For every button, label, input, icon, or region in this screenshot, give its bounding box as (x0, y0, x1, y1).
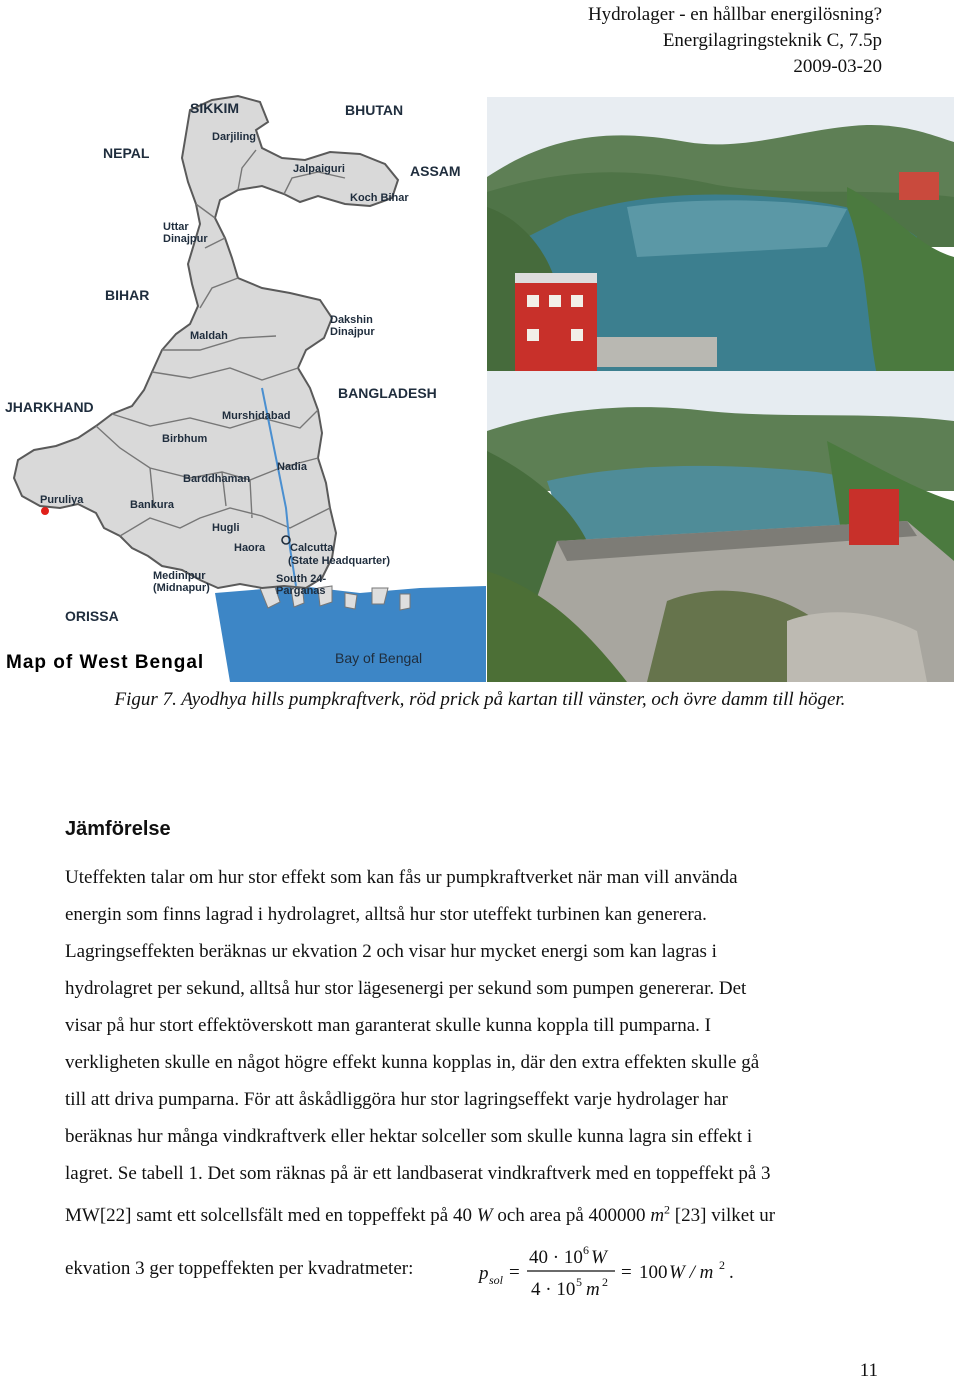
label-assam: ASSAM (410, 163, 461, 179)
header-date: 2009-03-20 (793, 56, 882, 77)
label-midnapur: (Midnapur) (153, 582, 210, 594)
figure-7 (0, 88, 960, 682)
line10-part3: [23] vilket ur (670, 1205, 776, 1227)
body-line-3: Lagringseffekten beräknas ur ekvation 2 och visar hur mycket energi som kan lagras i (65, 941, 717, 962)
eq-result-unit: W / m (669, 1262, 714, 1283)
body-line-7: till att driva pumparna. För att åskådliggöra hur stor lagringseffekt varje hydrolager har (65, 1089, 728, 1110)
label-birbhum: Birbhum (162, 433, 208, 445)
body-paragraph (65, 859, 895, 1234)
label-bihar: BIHAR (105, 287, 150, 303)
unit-square: 2 (664, 1203, 671, 1217)
lower-dam-photo (487, 371, 954, 682)
label-barddhaman: Barddhaman (183, 473, 251, 485)
page-header (588, 2, 882, 80)
label-state-hq: (State Headquarter) (288, 555, 391, 567)
body-line-5: visar på hur stort effektöverskott man garanterat skulle kunna koppla till pumparna. I (65, 1015, 711, 1036)
label-orissa: ORISSA (65, 608, 119, 624)
label-bhutan: BHUTAN (345, 102, 404, 118)
equation-line (65, 1242, 895, 1300)
label-puruliya: Puruliya (40, 494, 84, 506)
label-jalpaiguri: Jalpaiguri (293, 163, 345, 175)
section-heading: Jämförelse (65, 818, 171, 840)
label-maldah: Maldah (190, 330, 228, 342)
eq-sub-sol: sol (489, 1273, 504, 1287)
body-line-9: lagret. Se tabell 1. Det som räknas på är ett landbaserat vindkraftverk med en toppeffekt på 3 (65, 1163, 771, 1184)
map-title: Map of West Bengal (6, 652, 205, 673)
page-number: 11 (859, 1360, 878, 1381)
label-bankura: Bankura (130, 499, 175, 511)
label-bay-of-bengal: Bay of Bengal (335, 650, 423, 666)
body-line-4: hydrolagret per sekund, alltså hur stor lägesenergi per sekund som pumpen genererar. Det (65, 978, 747, 999)
figure-caption: Figur 7. Ayodhya hills pumpkraftverk, röd prick på kartan till vänster, och övre damm till höger. (114, 689, 846, 710)
label-uttar-dinajpur: Dinajpur (163, 233, 208, 245)
label-koch-bihar: Koch Bihar (350, 192, 409, 204)
eq-den-unit: m (586, 1279, 600, 1300)
header-course: Energilagringsteknik C, 7.5p (662, 30, 882, 51)
unit-meter: m (650, 1205, 665, 1227)
label-parganas: Parganas (276, 585, 326, 597)
eq-denominator: 4 · 10 (531, 1279, 576, 1300)
body-line-8: beräknas hur många vindkraftverk eller hektar solceller som skulle kunna lagra sin effekt i (65, 1126, 753, 1147)
eq-result: 100 (639, 1262, 668, 1283)
map-svg (0, 88, 486, 682)
eq-result-exponent: 2 (719, 1258, 725, 1272)
line10-part1: MW[22] samt ett solcellsfält med en toppeffekt på 40 (65, 1205, 477, 1227)
label-nadia: Nadia (277, 461, 307, 473)
body-line-6: verkligheten skulle en något högre effekt kunna kopplas in, där den extra effekten skulle gå (65, 1052, 760, 1073)
eq-den-exponent: 5 (576, 1275, 582, 1289)
label-bangladesh: BANGLADESH (338, 385, 437, 401)
ayodhya-hills-marker (41, 507, 49, 515)
label-hugli: Hugli (212, 522, 240, 534)
label-nepal: NEPAL (103, 145, 150, 161)
equation-formula (469, 1242, 809, 1300)
eq-p: p (479, 1263, 489, 1284)
header-title: Hydrolager - en hållbar energilösning? (587, 4, 882, 25)
label-calcutta: Calcutta (290, 542, 334, 554)
eq-equals-1: = (509, 1262, 520, 1283)
body-line-2: energin som finns lagrad i hydrolagret, alltså hur stor uteffekt turbinen kan generera. (65, 904, 707, 925)
label-darjiling: Darjiling (212, 131, 257, 143)
label-murshidabad: Murshidabad (222, 410, 291, 422)
west-bengal-map (0, 88, 486, 682)
label-jharkhand: JHARKHAND (5, 399, 94, 415)
label-sikkim: SIKKIM (190, 100, 239, 116)
eq-num-exponent: 6 (583, 1243, 589, 1257)
eq-period: . (729, 1262, 734, 1283)
body-line-10 (65, 1205, 775, 1226)
label-haora: Haora (234, 542, 266, 554)
eq-equals-2: = (621, 1262, 632, 1283)
label-uttar: Uttar (163, 221, 189, 233)
upper-dam-photo (487, 97, 954, 375)
label-south-24: South 24- (276, 573, 327, 585)
eq-num-unit: W (591, 1247, 607, 1268)
line10-part2: och area på 400000 (492, 1205, 651, 1227)
eq-den-exponent-2: 2 (602, 1275, 608, 1289)
label-dakshin: Dakshin (330, 314, 373, 326)
equation-lead-text: ekvation 3 ger toppeffekten per kvadratmeter: (65, 1258, 414, 1279)
label-medinipur: Medinipur (153, 570, 206, 582)
unit-watt: W (476, 1205, 493, 1227)
eq-numerator: 40 · 10 (529, 1247, 583, 1268)
label-dakshin-dinajpur: Dinajpur (330, 326, 375, 338)
body-line-1: Uteffekten talar om hur stor effekt som kan fås ur pumpkraftverket när man vill använda (65, 867, 738, 888)
